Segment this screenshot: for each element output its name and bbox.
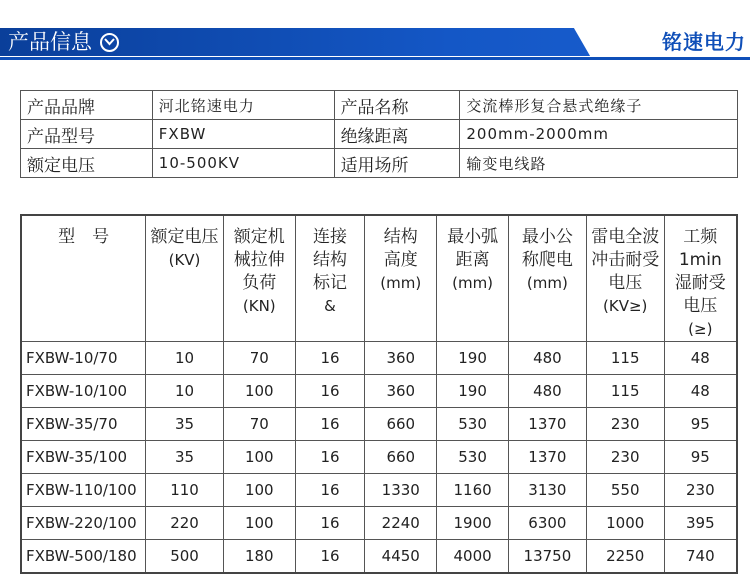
spec-cell: 660 [365,441,437,474]
spec-cell: 1370 [508,441,586,474]
spec-cell: 4450 [365,540,437,574]
spec-cell: 230 [664,474,737,507]
spec-header-line: 最小公 [521,227,573,247]
info-value: 河北铭速电力 [152,91,334,120]
spec-cell: 190 [437,342,509,375]
model-cell: FXBW-500/180 [21,540,146,574]
spec-cell: 95 [664,408,737,441]
spec-header-line: 械拉伸 [233,250,285,270]
spec-header-line: 冲击耐受 [591,250,660,270]
table-row [21,540,737,574]
model-cell: FXBW-10/100 [21,375,146,408]
spec-cell: 1330 [365,474,437,507]
spec-header-line: 称爬电 [521,250,573,270]
spec-cell: 16 [295,441,365,474]
spec-cell: 180 [223,540,295,574]
spec-cell: 100 [223,507,295,540]
spec-cell: 115 [586,342,664,375]
spec-cell: 100 [223,375,295,408]
spec-cell: 100 [223,441,295,474]
info-row [21,91,738,120]
spec-cell: 110 [146,474,224,507]
model-cell: FXBW-10/70 [21,342,146,375]
spec-cell: 395 [664,507,737,540]
spec-header-line: (mm) [380,274,422,292]
table-row [21,474,737,507]
spec-cell: 13750 [508,540,586,574]
spec-cell: 1900 [437,507,509,540]
spec-cell: 550 [586,474,664,507]
chevron-down-icon [100,33,119,52]
spec-header-line: 工频1min [678,227,722,270]
spec-header-line: 负荷 [242,273,277,293]
spec-header-line: & [324,297,336,315]
info-row [21,149,738,178]
spec-cell: 4000 [437,540,509,574]
spec-cell: 190 [437,375,509,408]
spec-header-line: (≥) [688,320,713,338]
spec-header-cell [664,215,737,342]
table-row [21,375,737,408]
spec-cell: 500 [146,540,224,574]
info-row [21,120,738,149]
spec-header-line: (KN) [242,297,276,315]
spec-header-line: (KV) [168,251,201,269]
info-value: 交流棒形复合悬式绝缘子 [460,91,738,120]
spec-table [20,214,738,574]
spec-header-cell [146,215,224,342]
spec-cell: 16 [295,540,365,574]
spec-cell: 220 [146,507,224,540]
spec-header-line: 电压 [683,296,718,316]
spec-header-line: 额定电压 [150,227,219,247]
spec-cell: 360 [365,342,437,375]
spec-cell: 6300 [508,507,586,540]
spec-header-cell [508,215,586,342]
section-title [8,30,119,54]
header-underline [0,57,750,60]
spec-header-line: 最小弧 [447,227,499,247]
info-value: 200mm-2000mm [460,120,738,149]
spec-header-cell [586,215,664,342]
spec-cell: 48 [664,375,737,408]
spec-cell: 16 [295,474,365,507]
spec-header-line: 型 号 [58,227,110,247]
spec-cell: 16 [295,342,365,375]
spec-cell: 100 [223,474,295,507]
spec-header-line: (mm) [452,274,494,292]
info-label: 产品品牌 [21,91,153,120]
spec-header-cell [223,215,295,342]
spec-cell: 95 [664,441,737,474]
info-value: 10-500KV [152,149,334,178]
spec-header-cell [437,215,509,342]
spec-cell: 10 [146,342,224,375]
info-label: 产品名称 [334,91,460,120]
spec-header-line: 雷电全波 [591,227,660,247]
spec-cell: 1370 [508,408,586,441]
spec-cell: 660 [365,408,437,441]
spec-header-line: 电压 [608,273,643,293]
spec-header-line: 结构 [313,250,347,270]
model-cell: FXBW-110/100 [21,474,146,507]
spec-cell: 230 [586,441,664,474]
spec-cell: 3130 [508,474,586,507]
model-cell: FXBW-220/100 [21,507,146,540]
spec-cell: 1160 [437,474,509,507]
spec-cell: 480 [508,375,586,408]
spec-cell: 740 [664,540,737,574]
spec-cell: 1000 [586,507,664,540]
spec-cell: 530 [437,441,509,474]
section-title-text: 产品信息 [8,30,92,54]
spec-cell: 360 [365,375,437,408]
spec-header-cell [295,215,365,342]
table-row [21,507,737,540]
spec-cell: 530 [437,408,509,441]
info-label: 适用场所 [334,149,460,178]
spec-cell: 16 [295,375,365,408]
spec-cell: 2250 [586,540,664,574]
spec-header-line: 连接 [313,227,347,247]
spec-cell: 115 [586,375,664,408]
spec-cell: 10 [146,375,224,408]
spec-cell: 230 [586,408,664,441]
spec-header-line: 结构 [383,227,418,247]
spec-header-cell [365,215,437,342]
spec-header-line: (mm) [526,274,568,292]
spec-cell: 16 [295,408,365,441]
brand-name: 铭速电力 [662,30,746,54]
info-label: 绝缘距离 [334,120,460,149]
table-row [21,408,737,441]
spec-cell: 70 [223,342,295,375]
spec-header-line: 湿耐受 [674,273,726,293]
table-row [21,441,737,474]
spec-cell: 70 [223,408,295,441]
model-cell: FXBW-35/70 [21,408,146,441]
info-value: FXBW [152,120,334,149]
spec-cell: 2240 [365,507,437,540]
info-label: 产品型号 [21,120,153,149]
model-cell: FXBW-35/100 [21,441,146,474]
table-row [21,342,737,375]
spec-header-cell [21,215,146,342]
info-label: 额定电压 [21,149,153,178]
spec-cell: 480 [508,342,586,375]
section-header [0,28,750,56]
spec-header-line: (KV≥) [603,297,648,315]
spec-header-line: 标记 [313,273,347,293]
spec-header-line: 高度 [383,250,418,270]
product-info-table [20,90,738,178]
spec-cell: 35 [146,408,224,441]
spec-header-line: 距离 [455,250,490,270]
spec-header-line: 额定机 [233,227,285,247]
spec-cell: 16 [295,507,365,540]
spec-cell: 35 [146,441,224,474]
spec-cell: 48 [664,342,737,375]
info-value: 输变电线路 [460,149,738,178]
